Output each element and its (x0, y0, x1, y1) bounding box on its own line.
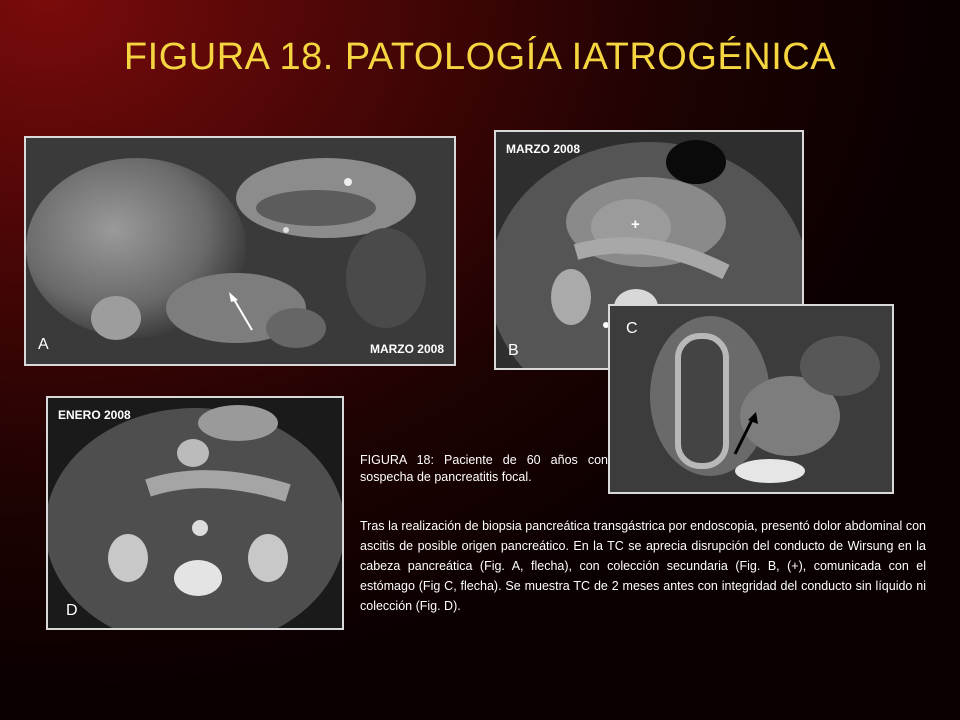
figure-caption-short: FIGURA 18: Paciente de 60 años con sospecha de pancreatitis focal. (360, 453, 608, 484)
ct-image-d (46, 396, 344, 630)
panel-letter-c: C (626, 320, 638, 337)
ct-image-a-graphic (26, 138, 454, 364)
panel-date-b: MARZO 2008 (506, 142, 581, 156)
panel-letter-d: D (66, 602, 78, 619)
ct-image-c (608, 304, 894, 494)
panel-letter-a: A (38, 336, 49, 353)
ct-image-c-graphic (610, 306, 892, 492)
collection-plus-marker: + (631, 216, 640, 233)
slide-title: FIGURA 18. PATOLOGÍA IATROGÉNICA (123, 36, 837, 78)
panel-letter-b: B (508, 342, 519, 359)
ct-image-d-graphic (48, 398, 342, 628)
figure-caption-description: Tras la realización de biopsia pancreática transgástrica por endoscopia, presentó dolor abdominal con ascitis de posible origen pancreático. En la TC se aprecia disrupción del conducto de Wirsung en la cabeza pancreática (Fig. A, flecha), con colección secundaria (Fig. B, (+), comunicada con el estómago (Fig C, flecha). Se muestra TC de 2 meses antes con integridad del conducto sin líquido ni colección (Fig. D). (360, 519, 926, 613)
ct-image-a (24, 136, 456, 366)
panel-date-d: ENERO 2008 (58, 408, 131, 422)
panel-date-a: MARZO 2008 (369, 342, 444, 356)
